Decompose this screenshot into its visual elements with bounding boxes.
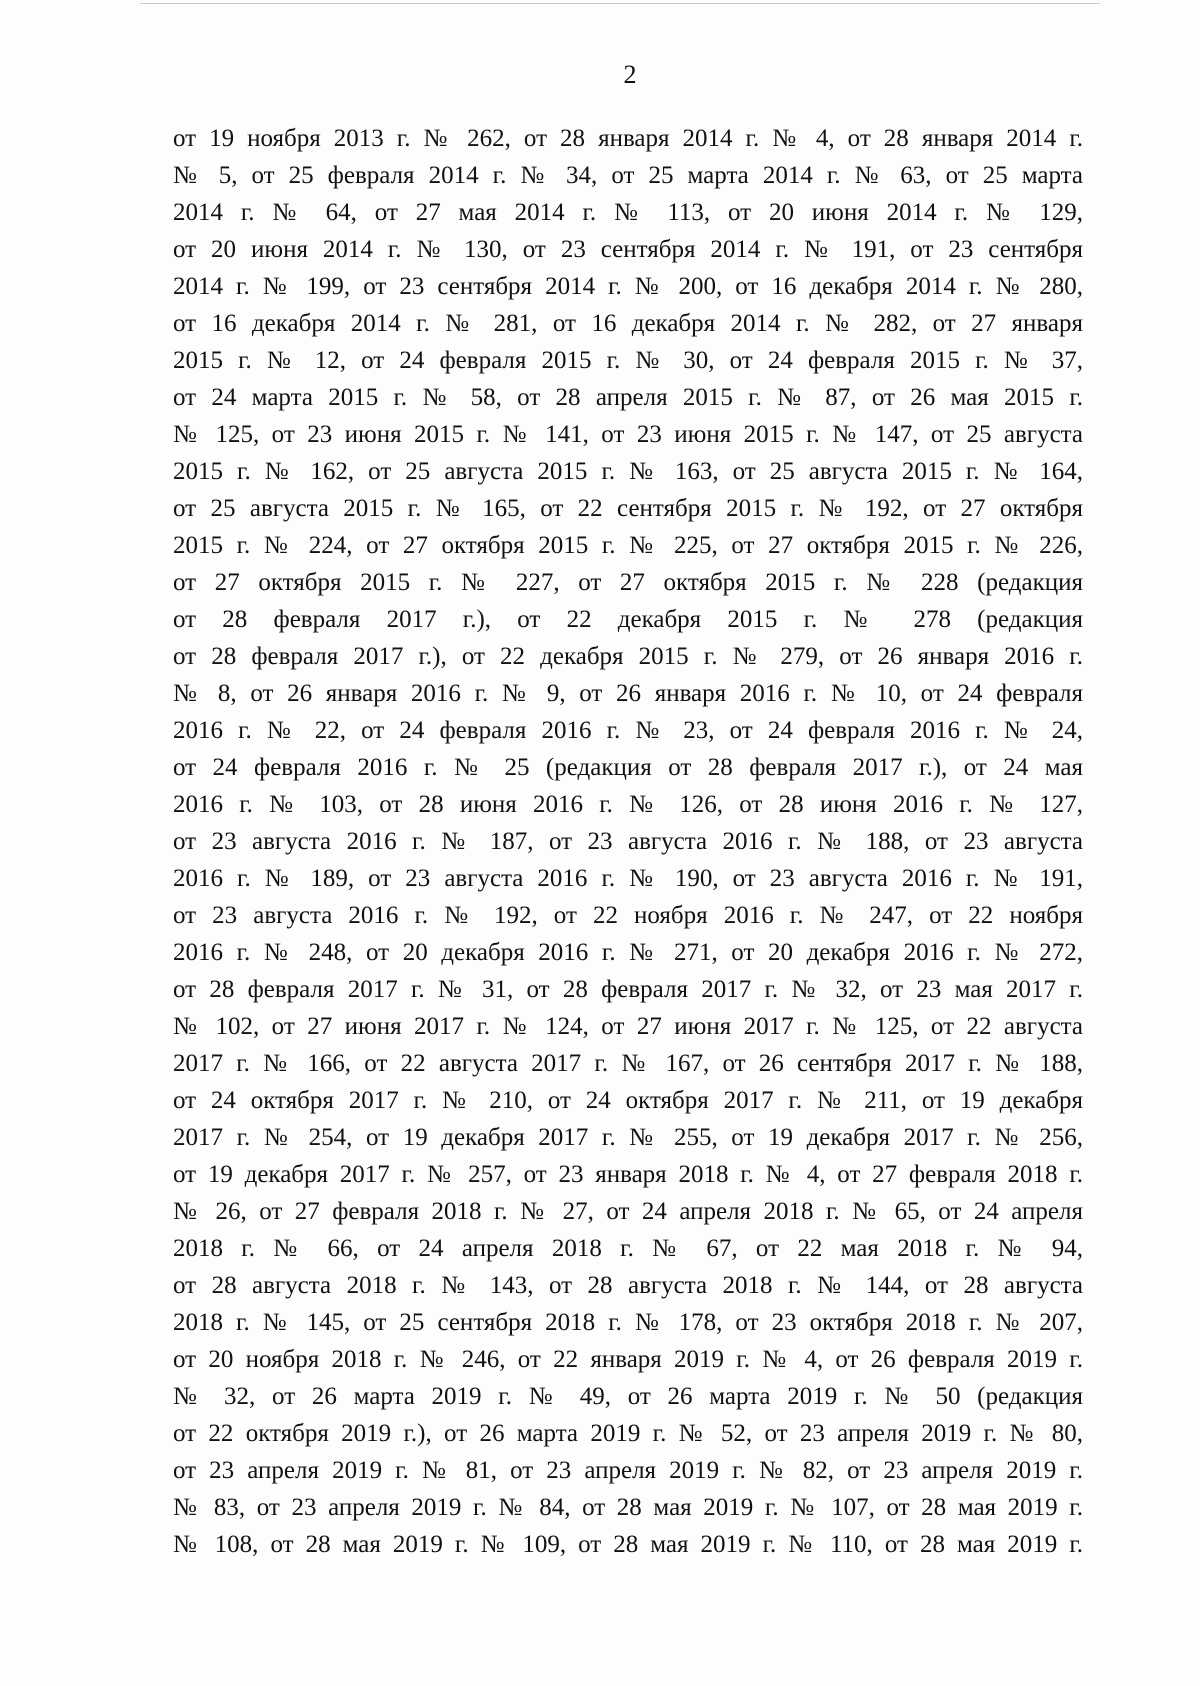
text-line: от 27 октября 2015 г. № 227, от 27 октября 2015 г. № 228 (редакция [173,569,1083,596]
scan-top-edge [140,3,1100,4]
page-number: 2 [623,60,637,89]
text-line: от 20 июня 2014 г. № 130, от 23 сентября 2014 г. № 191, от 23 сентября [173,236,1083,263]
text-line: 2016 г. № 189, от 23 августа 2016 г. № 190, от 23 августа 2016 г. № 191, [173,865,1083,892]
text-line: от 24 марта 2015 г. № 58, от 28 апреля 2015 г. № 87, от 26 мая 2015 г. [173,384,1083,411]
text-line: от 16 декабря 2014 г. № 281, от 16 декабря 2014 г. № 282, от 27 января [173,310,1083,337]
text-line: 2015 г. № 224, от 27 октября 2015 г. № 225, от 27 октября 2015 г. № 226, [173,532,1083,559]
text-line: 2016 г. № 248, от 20 декабря 2016 г. № 271, от 20 декабря 2016 г. № 272, [173,939,1083,966]
text-line: № 8, от 26 января 2016 г. № 9, от 26 января 2016 г. № 10, от 24 февраля [173,680,1083,707]
text-line: 2017 г. № 254, от 19 декабря 2017 г. № 255, от 19 декабря 2017 г. № 256, [173,1124,1083,1151]
text-line: № 5, от 25 февраля 2014 г. № 34, от 25 марта 2014 г. № 63, от 25 марта [173,162,1083,189]
text-line: от 28 февраля 2017 г.), от 22 декабря 2015 г. № 279, от 26 января 2016 г. [173,643,1083,670]
text-line: от 28 февраля 2017 г.), от 22 декабря 2015 г. № 278 (редакция [173,606,1083,633]
text-line: 2015 г. № 12, от 24 февраля 2015 г. № 30, от 24 февраля 2015 г. № 37, [173,347,1083,374]
text-line: от 25 августа 2015 г. № 165, от 22 сентября 2015 г. № 192, от 27 октября [173,495,1083,522]
text-line: от 19 декабря 2017 г. № 257, от 23 января 2018 г. № 4, от 27 февраля 2018 г. [173,1161,1083,1188]
text-line: 2015 г. № 162, от 25 августа 2015 г. № 163, от 25 августа 2015 г. № 164, [173,458,1083,485]
text-line: от 22 октября 2019 г.), от 26 марта 2019 г. № 52, от 23 апреля 2019 г. № 80, [173,1420,1083,1447]
text-line: 2018 г. № 145, от 25 сентября 2018 г. № 178, от 23 октября 2018 г. № 207, [173,1309,1083,1336]
text-line: № 125, от 23 июня 2015 г. № 141, от 23 июня 2015 г. № 147, от 25 августа [173,421,1083,448]
text-line: 2014 г. № 64, от 27 мая 2014 г. № 113, от 20 июня 2014 г. № 129, [173,199,1083,226]
body-text [173,120,1083,1563]
text-line: 2016 г. № 22, от 24 февраля 2016 г. № 23, от 24 февраля 2016 г. № 24, [173,717,1083,744]
text-line: от 20 ноября 2018 г. № 246, от 22 января 2019 г. № 4, от 26 февраля 2019 г. [173,1346,1083,1373]
text-line: от 24 октября 2017 г. № 210, от 24 октября 2017 г. № 211, от 19 декабря [173,1087,1083,1114]
text-line: от 23 августа 2016 г. № 192, от 22 ноября 2016 г. № 247, от 22 ноября [173,902,1083,929]
text-line: № 26, от 27 февраля 2018 г. № 27, от 24 апреля 2018 г. № 65, от 24 апреля [173,1198,1083,1225]
text-line: от 19 ноября 2013 г. № 262, от 28 января 2014 г. № 4, от 28 января 2014 г. [173,125,1083,152]
text-line: № 83, от 23 апреля 2019 г. № 84, от 28 мая 2019 г. № 107, от 28 мая 2019 г. [173,1494,1083,1521]
text-line: 2016 г. № 103, от 28 июня 2016 г. № 126, от 28 июня 2016 г. № 127, [173,791,1083,818]
text-line: № 108, от 28 мая 2019 г. № 109, от 28 мая 2019 г. № 110, от 28 мая 2019 г. [173,1531,1083,1558]
text-line: от 23 августа 2016 г. № 187, от 23 августа 2016 г. № 188, от 23 августа [173,828,1083,855]
text-line: от 28 августа 2018 г. № 143, от 28 августа 2018 г. № 144, от 28 августа [173,1272,1083,1299]
text-line: № 102, от 27 июня 2017 г. № 124, от 27 июня 2017 г. № 125, от 22 августа [173,1013,1083,1040]
text-line: № 32, от 26 марта 2019 г. № 49, от 26 марта 2019 г. № 50 (редакция [173,1383,1083,1410]
text-line: от 23 апреля 2019 г. № 81, от 23 апреля 2019 г. № 82, от 23 апреля 2019 г. [173,1457,1083,1484]
text-line: от 24 февраля 2016 г. № 25 (редакция от 28 февраля 2017 г.), от 24 мая [173,754,1083,781]
text-line: от 28 февраля 2017 г. № 31, от 28 февраля 2017 г. № 32, от 23 мая 2017 г. [173,976,1083,1003]
text-line: 2018 г. № 66, от 24 апреля 2018 г. № 67, от 22 мая 2018 г. № 94, [173,1235,1083,1262]
text-line: 2017 г. № 166, от 22 августа 2017 г. № 167, от 26 сентября 2017 г. № 188, [173,1050,1083,1077]
text-line: 2014 г. № 199, от 23 сентября 2014 г. № 200, от 16 декабря 2014 г. № 280, [173,273,1083,300]
